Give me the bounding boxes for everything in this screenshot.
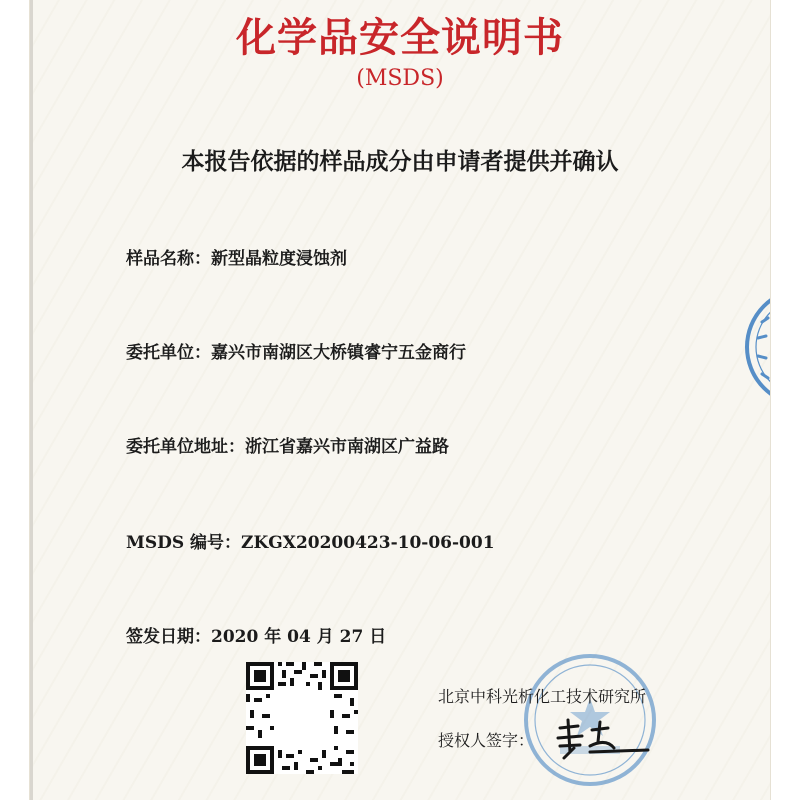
- statement-text: 本报告依据的样品成分由申请者提供并确认: [181, 148, 619, 175]
- field-value: 新型晶粒度浸蚀剂: [211, 249, 347, 269]
- field-label: MSDS 编号：: [126, 533, 242, 553]
- field-label: 委托单位：: [126, 343, 211, 363]
- signer-label: 授权人签字：: [438, 731, 535, 750]
- field-value: 2020 年 04 月 27 日: [211, 627, 387, 647]
- qr-code-icon: [246, 662, 358, 774]
- field-issue-date: [126, 622, 386, 647]
- certificate-document: [30, 0, 770, 800]
- field-label: 签发日期：: [126, 627, 211, 647]
- document-title: 化学品安全说明书: [236, 14, 564, 61]
- field-label: 样品名称：: [126, 249, 211, 269]
- field-msds-number: [126, 528, 495, 553]
- issuer-name: 北京中科光析化工技术研究所: [438, 687, 647, 706]
- field-value: 浙江省嘉兴市南湖区广益路: [245, 437, 449, 457]
- field-sample-name: [126, 244, 347, 269]
- handwritten-signature: [530, 712, 660, 762]
- field-label: 委托单位地址：: [126, 437, 245, 457]
- field-client-address: [126, 432, 449, 457]
- page-edge-rule: [30, 0, 33, 800]
- partial-seal-icon: [740, 282, 770, 412]
- document-subtitle: (MSDS): [356, 66, 444, 91]
- field-value: 嘉兴市南湖区大桥镇睿宁五金商行: [211, 343, 466, 363]
- field-client: [126, 338, 466, 363]
- field-value: ZKGX20200423-10-06-001: [241, 533, 495, 553]
